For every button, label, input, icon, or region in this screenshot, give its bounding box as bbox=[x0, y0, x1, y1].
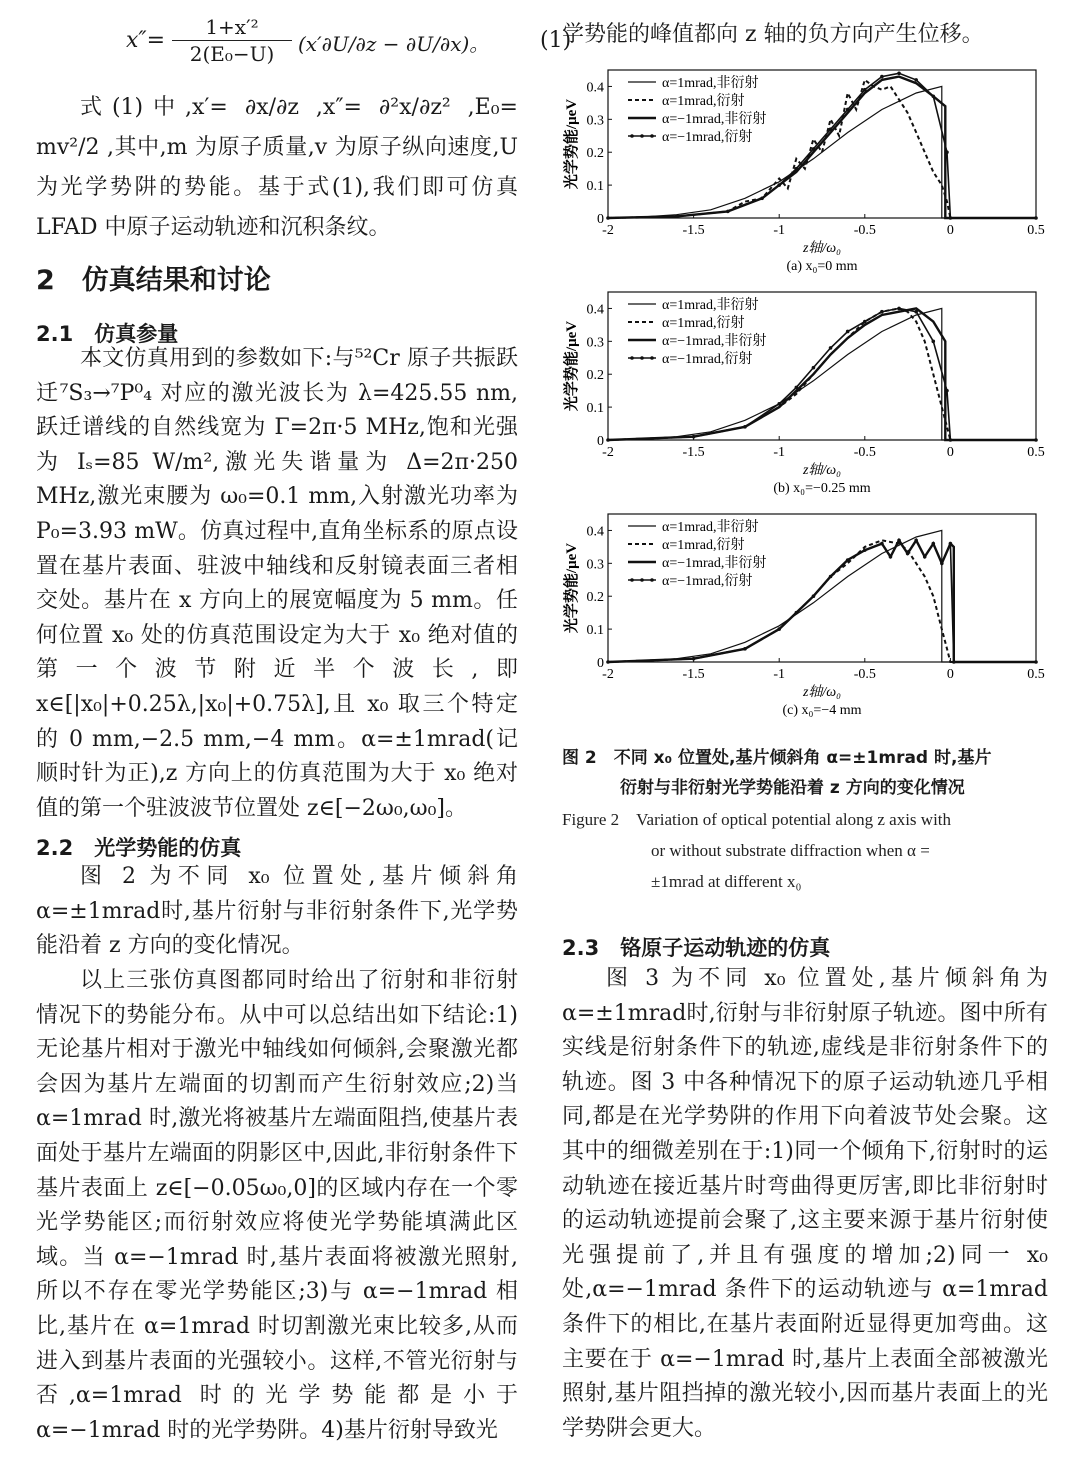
y-tick-label: 0.3 bbox=[586, 335, 604, 351]
section-heading-2: 2 仿真结果和讨论 bbox=[36, 265, 271, 296]
series-point bbox=[795, 386, 799, 390]
legend-label: α=−1mrad,衍射 bbox=[662, 352, 753, 367]
legend-label: α=−1mrad,非衍射 bbox=[662, 112, 767, 127]
y-tick-label: 0.2 bbox=[586, 590, 604, 606]
paragraph-2-1 bbox=[36, 342, 518, 826]
x-tick-label: -1 bbox=[773, 223, 786, 238]
series-point bbox=[931, 95, 935, 99]
series-point bbox=[863, 320, 867, 324]
y-tick-label: 0.2 bbox=[586, 146, 604, 162]
paragraph-text: 式(1)中,x′= ∂x/∂z ,x″= ∂²x/∂z² ,E₀= mv²/2 ,其中,m 为原子质量,v 为原子纵向速度,U 为光学势阱的势能。基于式(1),我们即可仿真 LFAD 中原子运动轨迹和沉积条纹。 bbox=[36, 95, 518, 240]
series-point bbox=[692, 657, 696, 661]
legend-swatch-dot bbox=[630, 134, 634, 138]
legend-label: α=−1mrad,非衍射 bbox=[662, 556, 767, 571]
y-axis-label: 光学势能/μeV bbox=[564, 320, 580, 412]
series-point bbox=[777, 627, 781, 631]
legend-label: α=1mrad,衍射 bbox=[662, 538, 745, 553]
legend-label: α=−1mrad,非衍射 bbox=[662, 334, 767, 349]
equation-rhs: (x′∂U/∂z − ∂U/∂x)。 bbox=[298, 32, 490, 56]
legend-swatch-dot bbox=[630, 356, 634, 360]
legend-label: α=−1mrad,衍射 bbox=[662, 574, 753, 589]
x-tick-label: -1.5 bbox=[682, 445, 705, 460]
series-point bbox=[952, 660, 956, 664]
x-tick-label: -1.5 bbox=[682, 667, 705, 682]
series-point bbox=[777, 183, 781, 187]
x-axis-label: z轴/ω₀ bbox=[802, 463, 842, 478]
equation-lhs: x″= bbox=[126, 28, 166, 53]
y-tick-label: 0 bbox=[597, 212, 604, 227]
series-point bbox=[1034, 216, 1038, 220]
series-point bbox=[829, 127, 833, 131]
equation-number: (1) bbox=[540, 28, 572, 53]
series-point bbox=[863, 548, 867, 552]
x-tick-label: -0.5 bbox=[853, 445, 876, 460]
chart-subtitle: (c) x₀=−4 mm bbox=[782, 703, 862, 718]
series-point bbox=[812, 366, 816, 370]
legend-swatch-dot bbox=[650, 356, 654, 360]
subsection-heading-2-1: 2.1 仿真参量 bbox=[36, 322, 179, 346]
series-point bbox=[949, 216, 953, 220]
x-axis-label: z轴/ω₀ bbox=[802, 685, 842, 700]
figure-2-caption-cn-line2: 衍射与非衍射光学势能沿着 z 方向的变化情况 bbox=[620, 778, 965, 798]
series-point bbox=[949, 438, 953, 442]
series-point bbox=[760, 196, 764, 200]
paragraph-2-3 bbox=[562, 962, 1048, 1446]
legend-label: α=1mrad,衍射 bbox=[662, 316, 745, 331]
y-tick-label: 0.2 bbox=[586, 368, 604, 384]
chart-subtitle: (b) x₀=−0.25 mm bbox=[773, 481, 871, 496]
series-point bbox=[914, 78, 918, 82]
x-tick-label: -2 bbox=[602, 667, 614, 682]
series-point bbox=[829, 346, 833, 350]
equation-1 bbox=[126, 14, 572, 70]
series-point bbox=[1034, 660, 1038, 664]
y-tick-label: 0.3 bbox=[586, 113, 604, 129]
x-tick-label: 0 bbox=[946, 223, 954, 238]
y-axis-label: 光学势能/μeV bbox=[564, 542, 580, 634]
paragraph-text: 学势能的峰值都向 z 轴的负方向产生位移。 bbox=[562, 22, 984, 47]
legend-label: α=1mrad,非衍射 bbox=[662, 298, 759, 313]
figure-2-caption-en-line1: Figure 2 Variation of optical potential along z axis with bbox=[562, 810, 952, 829]
x-axis-label: z轴/ω₀ bbox=[802, 241, 842, 256]
series-point bbox=[897, 71, 901, 75]
legend-swatch-dot bbox=[640, 134, 644, 138]
figure-2-charts bbox=[562, 62, 1048, 742]
legend-swatch-dot bbox=[640, 356, 644, 360]
series-point bbox=[931, 542, 935, 546]
x-tick-label: 0 bbox=[946, 667, 954, 682]
series-point bbox=[675, 215, 679, 219]
series-point bbox=[777, 402, 781, 406]
series-point bbox=[897, 307, 901, 311]
x-tick-label: 0.5 bbox=[1027, 223, 1045, 238]
legend-label: α=1mrad,衍射 bbox=[662, 94, 745, 109]
paragraph-text: 图 2 为不同 x₀ 位置处,基片倾斜角 α=±1mrad时,基片衍射与非衍射条件下,光学势能沿着 z 方向的变化情况。 bbox=[36, 864, 518, 959]
series-point bbox=[795, 167, 799, 171]
equation-numerator: 1+x′² bbox=[172, 14, 292, 41]
y-tick-label: 0.1 bbox=[586, 401, 604, 417]
series-point bbox=[863, 88, 867, 92]
series-point bbox=[945, 150, 949, 154]
x-tick-label: 0 bbox=[946, 445, 954, 460]
series-point bbox=[880, 75, 884, 79]
figure-2-caption-en-line3: ±1mrad at different x₀ bbox=[651, 872, 802, 891]
subsection-heading-2-3: 2.3 铬原子运动轨迹的仿真 bbox=[562, 936, 831, 960]
chart-subtitle: (a) x₀=0 mm bbox=[786, 259, 858, 274]
paragraph-continued bbox=[562, 18, 1048, 53]
series-point bbox=[743, 425, 747, 429]
x-tick-label: -1.5 bbox=[682, 223, 705, 238]
y-tick-label: 0.1 bbox=[586, 179, 604, 195]
paragraph-text: 图 3 为不同 x₀ 位置处,基片倾斜角为 α=±1mrad时,衍射与非衍射原子轨迹。图中所有实线是衍射条件下的轨迹,虚线是非衍射条件下的轨迹。图 3 中各种情况下的原子运动轨迹几乎相同,都是在光学势阱的作用下向着波节处会聚。这其中的细微差别在于:1)同一个倾角下,衍射时的运动轨迹在接近基片时弯曲得更厉害,即比非衍射时的运动轨迹提前会聚了,这主要来源于基片衍射使光强提前了,并且有强度的增加;2)同一 x₀ 处,α=−1mrad 条件下的运动轨迹与 α=1mrad 条件下的相比,在基片表面附近显得更加弯曲。这主要在于 α=−1mrad 时,基片上表面全部被激光照射,基片阻挡掉的激光较小,因而基片表面上的光学势阱会更大。 bbox=[562, 966, 1048, 1441]
x-tick-label: 0.5 bbox=[1027, 445, 1045, 460]
equation-fraction bbox=[172, 14, 292, 67]
legend-label: α=1mrad,非衍射 bbox=[662, 520, 759, 535]
figure-2 bbox=[562, 62, 1048, 742]
y-tick-label: 0.3 bbox=[586, 557, 604, 573]
x-tick-label: -0.5 bbox=[853, 667, 876, 682]
series-point bbox=[795, 611, 799, 615]
series-point bbox=[931, 340, 935, 344]
paragraph-2-2-a bbox=[36, 860, 518, 964]
x-tick-label: -1 bbox=[773, 445, 786, 460]
x-tick-label: -2 bbox=[602, 223, 614, 238]
paragraph-text: 本文仿真用到的参数如下:与⁵²Cr 原子共振跃迁⁷S₃→⁷P⁰₄ 对应的激光波长为 λ=425.55 nm,跃迁谱线的自然线宽为 Γ=2π·5 MHz,饱和光强为 Iₛ=85 W/m²,激光失谐量为 Δ=2π·250 MHz,激光束腰为 ω₀=0.1 mm,入射激光功率为 P₀=3.93 mW。仿真过程中,直角坐标系的原点设置在基片表面、驻波中轴线和反射镜表面三者相交处。基片在 x 方向上的展宽幅度为 5 mm。任何位置 x₀ 处的仿真范围设定为大于 x₀ 绝对值的第一个波节附近半个波长,即 x∈[|x₀|+0.25λ,|x₀|+0.75λ],且 x₀ 取三个特定的 0 mm,−2.5 mm,−4 mm。α=±1mrad(记顺时针为正),z 方向上的仿真范围为大于 x₀ 绝对值的第一个驻波波节位置处 z∈[−2ω₀,ω₀]。 bbox=[36, 346, 518, 821]
x-tick-label: -2 bbox=[602, 445, 614, 460]
series-point bbox=[812, 147, 816, 151]
y-tick-label: 0 bbox=[597, 434, 604, 449]
figure-2-caption-en-line2: or without substrate diffraction when α = bbox=[651, 841, 930, 860]
legend-label: α=−1mrad,衍射 bbox=[662, 130, 753, 145]
y-tick-label: 0.4 bbox=[586, 80, 604, 96]
legend-swatch-dot bbox=[650, 578, 654, 582]
series-point bbox=[692, 435, 696, 439]
series-point bbox=[880, 542, 884, 546]
legend-swatch-dot bbox=[650, 134, 654, 138]
series-point bbox=[829, 575, 833, 579]
series-point bbox=[914, 310, 918, 314]
figure-2-caption-cn-line1: 图 2 不同 x₀ 位置处,基片倾斜角 α=±1mrad 时,基片 bbox=[562, 748, 992, 768]
series-point bbox=[923, 555, 927, 559]
series-point bbox=[743, 647, 747, 651]
series-point bbox=[726, 210, 730, 214]
legend-swatch-dot bbox=[640, 578, 644, 582]
series-point bbox=[880, 310, 884, 314]
chart-panel-0 bbox=[562, 70, 1045, 274]
series-point bbox=[897, 539, 901, 543]
series-point bbox=[906, 552, 910, 556]
legend-swatch-dot bbox=[630, 578, 634, 582]
series-point bbox=[940, 562, 944, 566]
legend-label: α=1mrad,非衍射 bbox=[662, 76, 759, 91]
equation-denominator: 2(E₀−U) bbox=[189, 42, 275, 66]
y-tick-label: 0.1 bbox=[586, 623, 604, 639]
y-tick-label: 0.4 bbox=[586, 302, 604, 318]
x-tick-label: -1 bbox=[773, 667, 786, 682]
chart-panel-1 bbox=[562, 292, 1045, 496]
x-tick-label: 0.5 bbox=[1027, 667, 1045, 682]
series-point bbox=[606, 438, 610, 442]
series-point bbox=[846, 330, 850, 334]
x-tick-label: -0.5 bbox=[853, 223, 876, 238]
y-tick-label: 0 bbox=[597, 656, 604, 671]
y-axis-label: 光学势能/μeV bbox=[564, 98, 580, 190]
series-point bbox=[889, 555, 893, 559]
series-point bbox=[1034, 438, 1038, 442]
chart-panel-2 bbox=[562, 514, 1045, 718]
series-point bbox=[846, 558, 850, 562]
series-point bbox=[945, 389, 949, 393]
paragraph-eq-explanation bbox=[36, 88, 518, 248]
series-point bbox=[606, 216, 610, 220]
series-point bbox=[846, 108, 850, 112]
subsection-heading-2-2: 2.2 光学势能的仿真 bbox=[36, 836, 242, 860]
series-point bbox=[914, 539, 918, 543]
series-point bbox=[812, 594, 816, 598]
y-tick-label: 0.4 bbox=[586, 524, 604, 540]
series-point bbox=[949, 542, 953, 546]
series-point bbox=[606, 660, 610, 664]
paragraph-text: 以上三张仿真图都同时给出了衍射和非衍射情况下的势能分布。从中可以总结出如下结论:1)无论基片相对于激光中轴线如何倾斜,会聚激光都会因为基片左端面的切割而产生衍射效应;2)当 α=1mrad 时,激光将被基片左端面阻挡,使基片表面处于基片左端面的阴影区中,因此,非衍射条件下基片表面上 z∈[−0.05ω₀,0]的区域内存在一个零光学势能区;而衍射效应将使光学势能填满此区域。当 α=−1mrad 时,基片表面将被激光照射,所以不存在零光学势能区;3)与 α=−1mrad 相比,基片在 α=1mrad 时切割激光束比较多,从而进入到基片表面的光强较小。这样,不管光衍射与否,α=1mrad 时的光学势能都是小于 α=−1mrad 时的光学势阱。4)基片衍射导致光 bbox=[36, 968, 518, 1443]
paragraph-2-2-b bbox=[36, 964, 518, 1448]
